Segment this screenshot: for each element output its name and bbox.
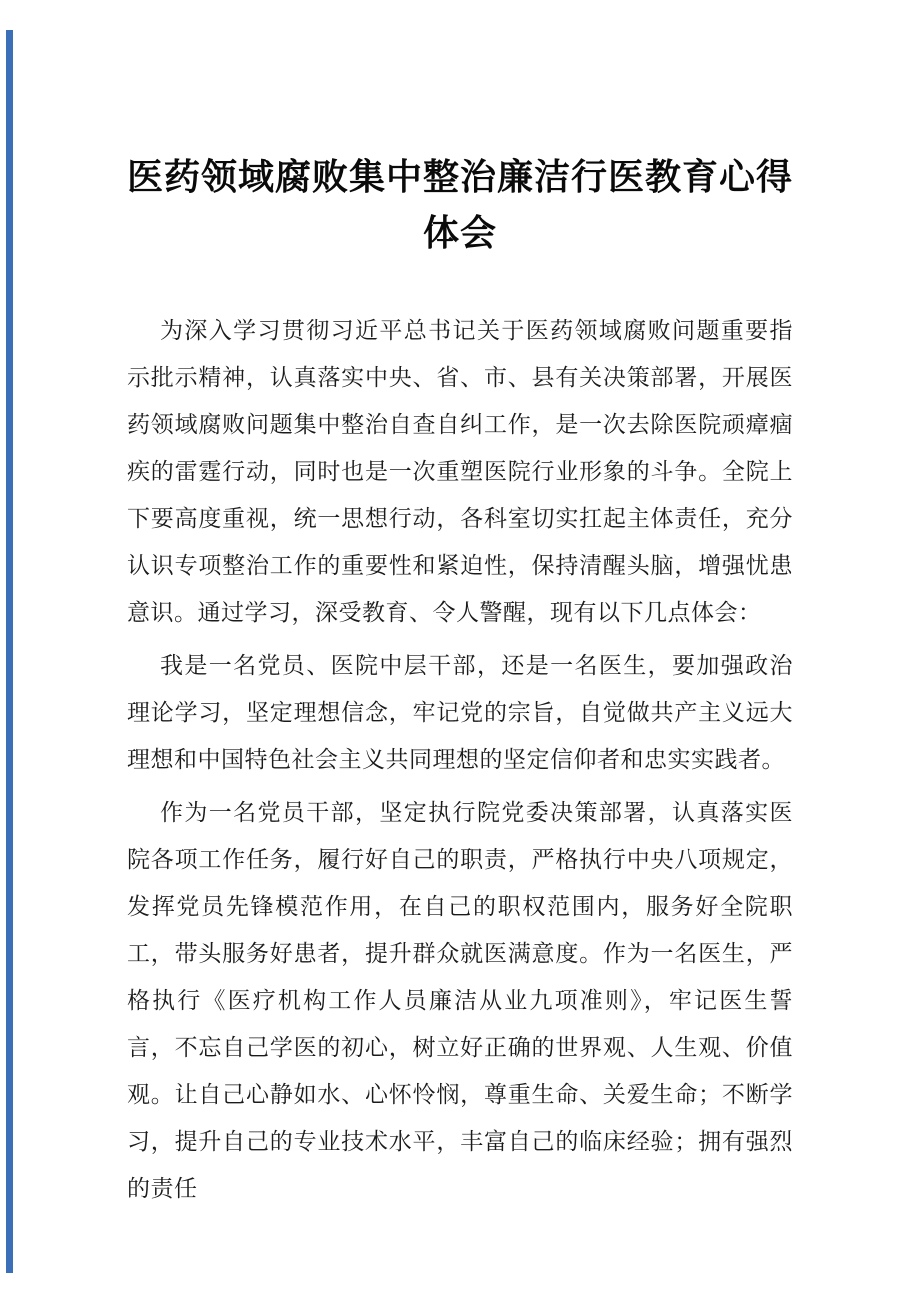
document-title-line-1: 医药领域腐败集中整治廉洁行医教育心得: [127, 156, 794, 197]
paragraph-intro: 为深入学习贯彻习近平总书记关于医药领域腐败问题重要指示批示精神，认真落实中央、省、市、县有关决策部署，开展医药领域腐败问题集中整治自查自纠工作，是一次去除医院顽瘴痼疾的雷霆行动，同时也是一次重塑医院行业形象的斗争。全院上下要高度重视，统一思想行动，各科室切实扛起主体责任，充分认识专项整治工作的重要性和紧迫性，保持清醒头脑，增强忧患意识。通过学习，深受教育、令人警醒，现有以下几点体会：: [127, 318, 793, 625]
document-title-line-2: 体会: [422, 212, 497, 253]
document-title: [127, 149, 793, 261]
paragraph-party-member-identity: 我是一名党员、医院中层干部，还是一名医生，要加强政治理论学习，坚定理想信念，牢记党的宗旨，自觉做共产主义远大理想和中国特色社会主义共同理想的坚定信仰者和忠实实践者。: [127, 653, 793, 772]
paragraph-cadre-and-doctor-duties: 作为一名党员干部，坚定执行院党委决策部署，认真落实医院各项工作任务，履行好自己的职责，严格执行中央八项规定，发挥党员先锋模范作用，在自己的职权范围内，服务好全院职工，带头服务好患者，提升群众就医满意度。作为一名医生，严格执行《医疗机构工作人员廉洁从业九项准则》，牢记医生誓言，不忘自己学医的初心，树立好正确的世界观、人生观、价值观。让自己心静如水、心怀怜悯，尊重生命、关爱生命；不断学习，提升自己的专业技术水平，丰富自己的临床经验；拥有强烈的责任: [127, 800, 793, 1201]
document-content: [127, 0, 793, 1218]
page-edge-accent-bar: [6, 30, 13, 1273]
document-body: [127, 307, 793, 1212]
